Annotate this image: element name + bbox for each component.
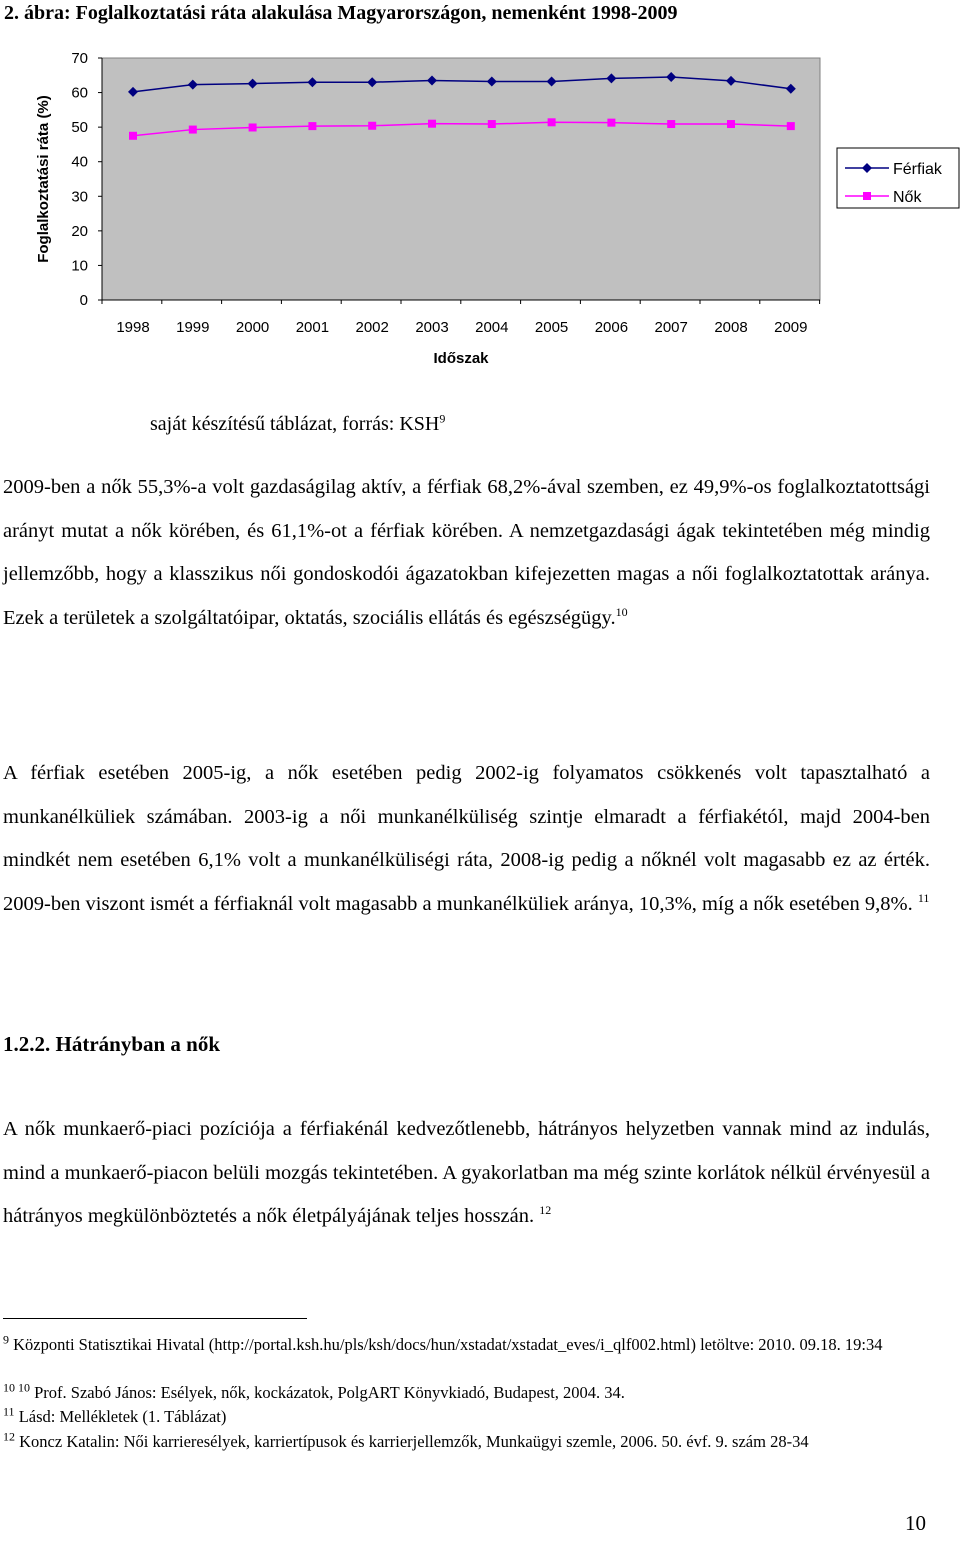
data-point-square <box>727 120 735 128</box>
x-tick-label: 2009 <box>774 319 808 336</box>
footnote-10: $^{10 10}$ Prof. Szabó János: Esélyek, nők, kockázatok, PolgART Könyvkiadó, Budapest, 2004. 34. <box>3 1380 625 1402</box>
x-tick-label: 2002 <box>355 319 389 336</box>
data-point-square <box>667 120 675 128</box>
x-tick-label: 1998 <box>116 319 150 336</box>
footnote-9: $^9$ Központi Statisztikai Hivatal (http://portal.ksh.hu/pls/ksh/docs/hun/xstadat/xstadat_eves/i_qlf002.html) letöltve: 2010. 09.18. 19:34 <box>3 1332 883 1354</box>
y-tick-label: 70 <box>71 50 88 67</box>
x-axis-label: Időszak <box>433 350 489 367</box>
footnote-separator <box>3 1318 307 1319</box>
y-tick-label: 0 <box>79 292 88 309</box>
y-axis-label: Foglalkoztatási ráta (%) <box>35 95 52 263</box>
data-point-square <box>607 119 615 127</box>
y-tick-label: 40 <box>71 153 88 171</box>
legend-marker-square <box>863 192 871 200</box>
x-tick-label: 2007 <box>654 319 688 336</box>
data-point-square <box>249 123 257 131</box>
data-point-square <box>308 122 316 130</box>
data-point-square <box>189 126 197 134</box>
x-tick-label: 2008 <box>714 319 748 336</box>
footnote-ref-10: 10 <box>615 604 628 619</box>
y-tick-label: 20 <box>71 222 88 240</box>
paragraph-unemployment: A férfiak esetében 2005-ig, a nők esetében pedig 2002-ig folyamatos csökkenés volt tapasztalható a munkanélküliek számában. 2003-ig a női munkanélküliség szintje elmaradt a férfiakétól, majd 2004-ben mindkét nem esetében 6,1% volt a munkanélküliségi ráta, 2008-ig pedig a nőknél volt magasabb ez az érték. 2009-ben viszont ismét a férfiaknál volt magasabb a munkanélküliek aránya, 10,3%, míg a nők esetében 9,8%. $^{11}$ <box>3 762 930 915</box>
x-tick-label: 1999 <box>176 319 210 336</box>
y-tick-label: 30 <box>71 188 88 206</box>
caption-footnote-ref: 9 <box>439 411 446 426</box>
paragraph-employment: 2009-ben a nők 55,3%-a volt gazdaságilag aktív, a férfiak 68,2%-ával szemben, ez 49,9%-os foglalkoztatottsági arányt mutat a nők körében, és 61,1%-ot a férfiak körében. A nemzetgazdasági ágak tekintetében még mindig jellemzőbb, hogy a klasszikus női gondoskodói ágazatokban kifejezetten magas a női foglalkoztatottak aránya. Ezek a területek a szolgáltatóipar, oktatás, szociális ellátás és egészségügy.$^{10}$ <box>3 476 930 629</box>
footnote-ref-12: 12 <box>539 1203 552 1218</box>
figure-caption: saját készítésű táblázat, forrás: KSH$^9$ <box>150 411 446 435</box>
y-tick-label: 60 <box>71 84 88 102</box>
page-number: 10 <box>905 1511 926 1535</box>
employment-rate-chart <box>0 36 960 381</box>
x-tick-label: 2001 <box>295 319 330 336</box>
footnote-12: $^{12}$ Koncz Katalin: Női karrieresélyek, karriertípusok és karrierjellemzők, Munkaügyi szemle, 2006. 50. évf. 9. szám 28-34 <box>3 1429 809 1451</box>
x-tick-label: 2005 <box>534 319 569 336</box>
y-tick-label: 10 <box>71 257 88 275</box>
data-point-square <box>548 118 556 126</box>
x-axis-ticks <box>102 300 820 336</box>
y-axis-ticks <box>71 50 102 309</box>
x-tick-label: 2003 <box>415 319 449 336</box>
footnote-ref-11: 11 <box>917 890 930 905</box>
plot-area <box>102 58 820 300</box>
chart-legend <box>837 148 959 208</box>
data-point-square <box>368 122 376 130</box>
paragraph-disadvantage: A nők munkaerő-piaci pozíciója a férfiakénál kedvezőtlenebb, hátrányos helyzetben vannak mind az indulás, mind a munkaerő-piacon belüli mozgás tekintetében. A gyakorlatban ma még szinte korlátok nélkül érvényesül a hátrányos megkülönböztetés a nők életpályájának teljes hosszán. $^{12}$ <box>3 1118 930 1227</box>
section-title: Hátrányban a nők <box>55 1032 221 1056</box>
x-tick-label: 2006 <box>594 319 629 336</box>
figure-title: 2. ábra: Foglalkoztatási ráta alakulása Magyarországon, nemenként 1998-2009 <box>4 2 678 24</box>
legend-label: Nők <box>893 189 922 206</box>
data-point-square <box>129 132 137 140</box>
section-number: 1.2.2. <box>3 1032 51 1056</box>
data-point-square <box>428 120 436 128</box>
x-tick-label: 2004 <box>475 319 509 336</box>
x-tick-label: 2000 <box>235 319 270 336</box>
section-heading <box>3 1032 220 1057</box>
y-tick-label: 50 <box>71 119 88 137</box>
data-point-square <box>488 120 496 128</box>
data-point-square <box>787 122 795 130</box>
footnote-11: $^{11}$ Lásd: Mellékletek (1. Táblázat) <box>3 1404 227 1426</box>
legend-label: Férfiak <box>893 161 942 178</box>
